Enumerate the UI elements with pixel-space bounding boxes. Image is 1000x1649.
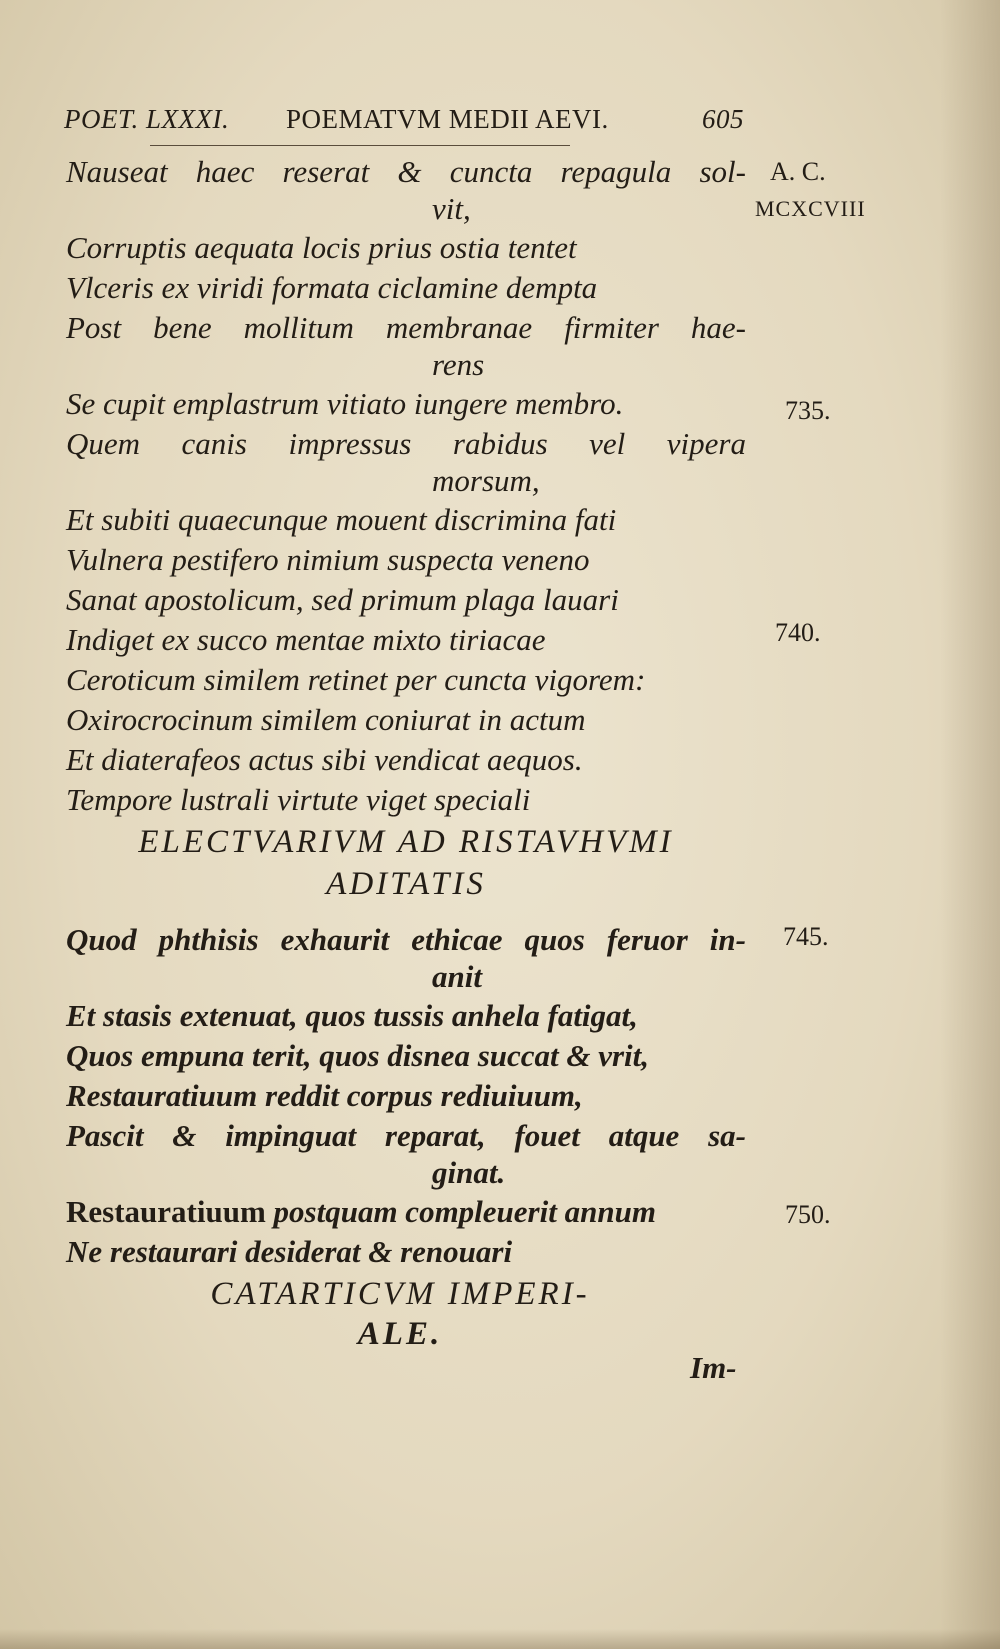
verse-line-continuation: anit xyxy=(432,959,482,994)
verse-line: Oxirocrocinum similem coniurat in actum xyxy=(66,702,586,737)
verse-line: Sanat apostolicum, sed primum plaga lauari xyxy=(66,582,619,617)
header-left: POET. LXXXI. xyxy=(64,104,230,134)
verse-word-roman: Restauratiuum xyxy=(66,1194,266,1229)
verse-line: Corruptis aequata locis prius ostia tentet xyxy=(66,230,577,265)
section-heading: CATARTICVM IMPERI- xyxy=(210,1276,590,1312)
section-heading: ALE. xyxy=(357,1316,443,1352)
verse-line: Et subiti quaecunque mouent discrimina fati xyxy=(66,502,617,537)
verse-line: Et diaterafeos actus sibi vendicat aequos. xyxy=(66,742,583,777)
verse-line: Restauratiuum reddit corpus rediuiuum, xyxy=(66,1078,583,1113)
verse-line: Indiget ex succo mentae mixto tiriacae xyxy=(66,622,546,657)
page-number: 605 xyxy=(702,104,744,134)
verse-line: Quem canis impressus rabidus vel vipera xyxy=(66,426,746,461)
verse-words-italic: postquam compleuerit annum xyxy=(273,1194,656,1229)
margin-line-number: 740. xyxy=(775,618,821,647)
verse-line-continuation: morsum, xyxy=(432,463,540,498)
page-bottom-shadow xyxy=(0,1629,1000,1649)
verse-line: Et stasis extenuat, quos tussis anhela fatigat, xyxy=(66,998,638,1033)
page-edge-shadow xyxy=(940,0,1000,1649)
verse-line: Se cupit emplastrum vitiato iungere membro. xyxy=(66,386,624,421)
running-header xyxy=(64,104,744,144)
margin-line-number: 745. xyxy=(783,922,829,951)
margin-year-label: A. C. xyxy=(770,157,826,186)
verse-line: Vulnera pestifero nimium suspecta veneno xyxy=(66,542,590,577)
margin-line-number: 735. xyxy=(785,396,831,425)
verse-line: Post bene mollitum membranae firmiter hae- xyxy=(66,310,746,345)
verse-line: Tempore lustrali virtute viget speciali xyxy=(66,782,531,817)
catchword: Im- xyxy=(690,1350,737,1385)
verse-line-continuation: ginat. xyxy=(432,1155,506,1190)
verse-line: Quod phthisis exhaurit ethicae quos feruor in- xyxy=(66,922,746,957)
header-title: POEMATVM MEDII AEVI. xyxy=(286,104,609,134)
section-heading: ELECTVARIVM AD RISTAVHVMI xyxy=(138,824,674,860)
header-rule xyxy=(150,145,570,146)
section-heading: ADITATIS xyxy=(326,866,486,902)
margin-line-number: 750. xyxy=(785,1200,831,1229)
verse-line: Vlceris ex viridi formata ciclamine dempta xyxy=(66,270,598,305)
margin-year-value: MCXCVIII xyxy=(755,196,866,221)
verse-line xyxy=(66,1192,746,1232)
verse-line-continuation: vit, xyxy=(432,191,471,226)
verse-line: Pascit & impinguat reparat, fouet atque sa- xyxy=(66,1118,746,1153)
verse-line: Nauseat haec reserat & cuncta repagula sol- xyxy=(66,154,746,189)
verse-line: Ceroticum similem retinet per cuncta vigorem: xyxy=(66,662,646,697)
verse-line: Quos empuna terit, quos disnea succat & vrit, xyxy=(66,1038,650,1073)
verse-line: Ne restaurari desiderat & renouari xyxy=(66,1234,513,1269)
verse-line-continuation: rens xyxy=(432,347,485,382)
